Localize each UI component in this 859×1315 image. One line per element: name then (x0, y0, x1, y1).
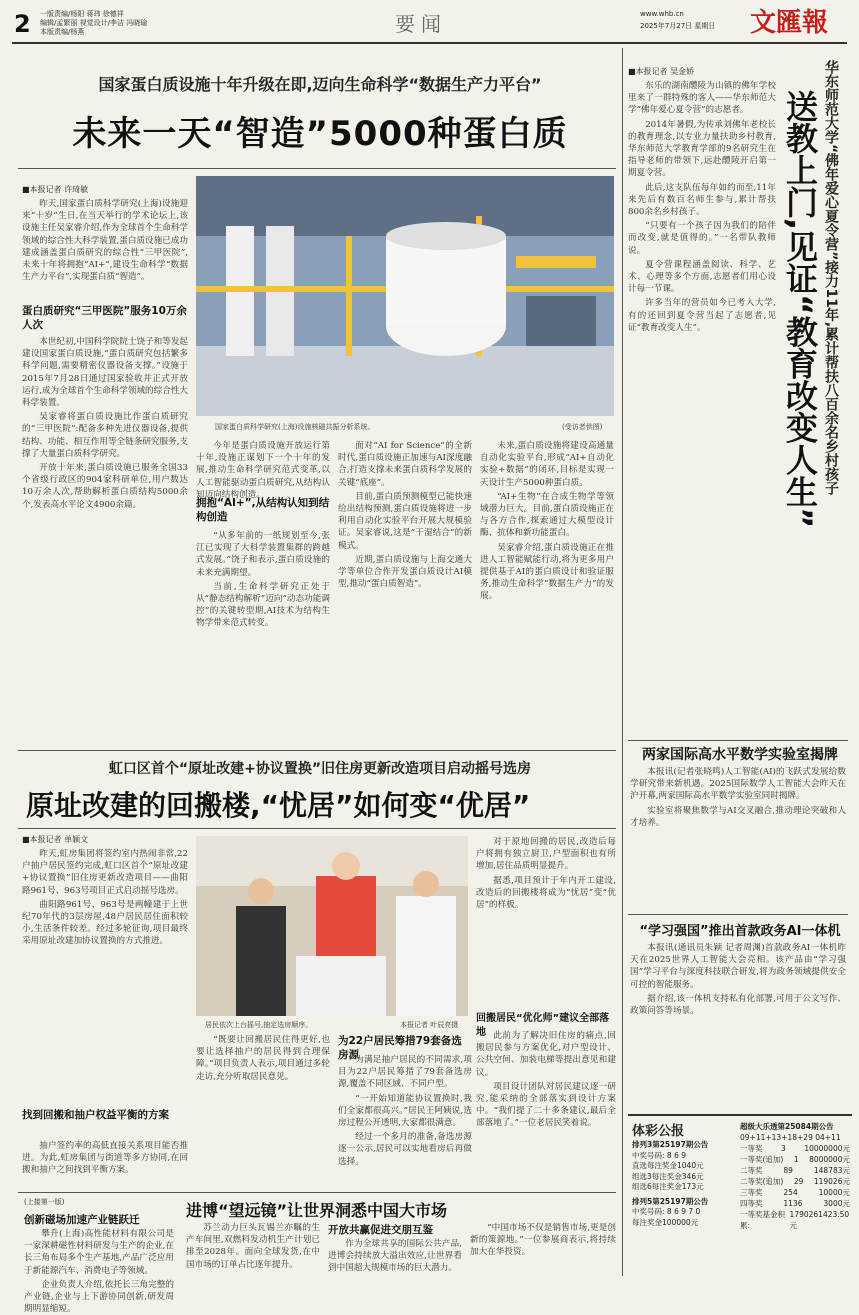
lead-col2-top (196, 440, 330, 500)
bottom-col3 (470, 1222, 616, 1276)
right-feature-kicker: 华东师范大学“佛年爱心夏令营”接力11年,累计帮扶八百余名乡村孩子 (823, 60, 839, 496)
paragraph: 攀升(上海)高性能材料有限公司是一家深耕磁性材料研发与生产的企业,在长三角布局多个生产基地,产品广泛应用于新能源汽车、消费电子等领域。 (24, 1229, 174, 1276)
right-news-title-1: 两家国际高水平数学实验室揭牌 (642, 747, 838, 763)
right-feature-title: 送教上门,见证“教育改变人生” (781, 90, 819, 529)
prize-level: 二等奖 (740, 1166, 763, 1175)
paragraph: 本报讯(通讯员朱颖 记者周渊)首款政务AI一体机昨天在2025世界人工智能大会亮相。该产品由“学习强国”学习平台与深度科技联合研发,将为政务领域提供安全可控的智能服务。 (630, 943, 846, 990)
prize-row (740, 1209, 850, 1231)
prize-count: 1 (793, 1155, 799, 1164)
prize-level: 一等奖(追加) (740, 1155, 784, 1164)
right-feature-byline: ■本报记者 吴金娇 (628, 67, 695, 76)
paragraph: 开放十年来,蛋白质设施已服务全国33个省级行政区的904家科研单位,用户数达10万余人次,帮助解析蛋白质结构5000余个,发表高水平论文4900余篇。 (22, 463, 188, 510)
prize-amount: 1790261423.50元 (789, 1210, 850, 1230)
issue-title: 排列5第25197期公告 (632, 1196, 709, 1206)
paragraph: 据介绍,该一体机支持私有化部署,可用于公文写作、政策问答等场景。 (630, 993, 846, 1017)
issue-numbers: 中奖号码: 8 6 9 7 0 (632, 1207, 701, 1216)
section-title: 要闻 (395, 12, 447, 36)
prize-row (740, 1198, 850, 1209)
lottery-superlotto (740, 1122, 850, 1231)
paragraph: 对于原地回搬的居民,改造后每户将拥有独立厨卫,户型面积也有所增加,居住品质明显提升。 (476, 837, 616, 872)
issue-numbers: 中奖号码: 8 6 9 (632, 1150, 686, 1160)
paragraph: “既要让回搬居民住得更好,也要让选择抽户的居民得到合理保障。”项目负责人表示,项目通过多轮走访,充分听取居民意见。 (196, 1035, 330, 1082)
right-news-text-1 (630, 766, 846, 910)
paragraph: 此后,这支队伍每年如约而至,11年来先后有数百名师生参与,累计帮扶800余名乡村孩子。 (628, 182, 776, 218)
housing-col1 (22, 848, 188, 1104)
lottery-box (628, 1114, 852, 1276)
paragraph: 近期,蛋白质设施与上海交通大学等单位合作开发蛋白质设计AI模型,推动“蛋白质智造”。 (338, 554, 472, 590)
lead-photo-credit: (受访者供图) (562, 423, 603, 431)
paragraph: 本报讯(记者张晓鸣)人工智能(AI)的飞跃式发展给数学研究带来新机遇。2025国际数学人工智能大会昨天在沪开幕,两家国际高水平数学实验室同时揭牌。 (630, 767, 846, 802)
housing-col5 (476, 1030, 616, 1188)
prize-level: 三等奖 (740, 1188, 763, 1197)
right-news-divider-1 (628, 740, 848, 741)
paragraph: “中国市场不仅是销售市场,更是创新的策源地。”一位参展商表示,将持续加大在华投资。 (470, 1223, 616, 1258)
lead-col3 (338, 440, 472, 744)
bottom-subhead: 开放共赢促进交朋互鉴 (328, 1224, 433, 1236)
prize-amount: 8000000元 (809, 1155, 850, 1164)
paragraph: 吴家睿介绍,蛋白质设施正在推进人工智能赋能行动,将为更多用户提供基于AI的蛋白质设计和验证服务,推动生命科学“数据生产力”的发展。 (480, 542, 614, 602)
housing-col1b (22, 1140, 188, 1188)
superlotto-numbers: 09+11+13+18+29 04+11 (740, 1133, 841, 1142)
prize-row (740, 1176, 850, 1187)
prize-level: 一等奖基金积累: (740, 1210, 785, 1230)
site-url: www.whb.cn (640, 10, 684, 18)
housing-byline: ■本报记者 单颖文 (22, 835, 89, 844)
bottom-col2 (328, 1238, 462, 1276)
prize-table (740, 1143, 850, 1231)
paragraph: 据悉,项目预计于年内开工建设,改造后的回搬楼将成为“忧居”变“优居”的样板。 (476, 875, 616, 911)
page-header (0, 0, 859, 44)
paragraph: 今年是蛋白质设施开放运行第十年,设施正谋划下一个十年的发展,推动生命科学研究范式变革,以人工智能驱动蛋白质研究,从结构认知迈向结构创造。 (196, 441, 330, 500)
paragraph: 2014年暑假,为传承刘佛年老校长的教育理念,以专业力量扶助乡村教育,华东师范大学教育学部的9名研究生在指导老师的带领下,远赴醴陵开启第一期夏令营。 (628, 119, 776, 179)
lead-subhead-2: 拥抱“AI+”,从结构认知到结构创造 (196, 497, 330, 523)
paragraph: 面对“AI for Science”的全新时代,蛋白质设施正加速与AI深度融合,打造支撑未来蛋白质科学发展的关键“底座”。 (338, 441, 472, 488)
lottery-ceremony-illustration (196, 836, 468, 1016)
paragraph: “只要有一个孩子因为我们的陪伴而改变,就是值得的。”一名带队教师说。 (628, 221, 776, 256)
continued-label: (上接第一版) (24, 1198, 65, 1206)
prize-level: 一等奖 (740, 1144, 763, 1153)
issue-date: 2025年7月27日 星期日 (640, 22, 716, 30)
housing-subhead-2: 为22户居民筹措79套备选房源 (338, 1035, 462, 1061)
lead-subhead-1: 蛋白质研究“三甲医院”服务10万余人次 (22, 305, 187, 331)
lead-col1-intro (22, 198, 188, 302)
editor-line: 本版责编/杨燕 (40, 28, 85, 36)
right-news-divider-2 (628, 914, 848, 915)
prize-count: 3 (781, 1144, 786, 1153)
header-rule (12, 42, 847, 44)
prize-amount: 10000元 (818, 1188, 850, 1197)
prize-row (740, 1154, 850, 1165)
housing-headline: 原址改建的回搬楼,“忧居”如何变“优居” (26, 789, 531, 822)
housing-photo-credit: 本报记者 叶辰亮摄 (400, 1021, 459, 1029)
prize-amount: 3000元 (823, 1199, 850, 1208)
lead-photo-caption: 国家蛋白质科学研究(上海)设施核磁共振分析系统。 (215, 423, 375, 431)
issue-line: 组选6每注奖金173元 (632, 1182, 704, 1191)
paragraph: 夏令营课程涵盖阅读、科学、艺术、心理等多个方面,志愿者们用心设计每一节课。 (628, 259, 776, 295)
housing-col2 (196, 1034, 330, 1188)
prize-amount: 148783元 (813, 1166, 850, 1175)
prize-level: 四等奖 (740, 1199, 763, 1208)
paragraph: 此前为了解决旧住房的痛点,回搬居民参与方案优化,对户型设计、公共空间、加装电梯等提出意见和建议。 (476, 1031, 616, 1078)
housing-photo-caption: 居民依次上台摇号,抽定选房顺序。 (205, 1021, 313, 1029)
paragraph: 抽户签约率的高低直接关系项目能否推进。为此,虹房集团与街道等多方协同,在回搬和抽户之间找到平衡方案。 (22, 1141, 188, 1176)
issue-line: 每注奖金100000元 (632, 1217, 699, 1227)
paragraph: 吴家睿将蛋白质设施比作蛋白质研究的“三甲医院”:配备多种先进仪器设备,提供结构、功能、相互作用等全链条研究服务,支撑了大量蛋白质科学研究。 (22, 412, 189, 459)
issue-title: 排列3第25197期公告 (632, 1140, 709, 1149)
housing-subhead-3: 回搬居民“优化师”建议全部落地 (476, 1013, 610, 1038)
housing-subhead-1: 找到回搬和抽户权益平衡的方案 (22, 1109, 169, 1121)
prize-count: 89 (783, 1166, 793, 1175)
prize-count: 1136 (783, 1199, 803, 1208)
paragraph: 项目设计团队对居民建议逐一研究,能采纳的全部落实到设计方案中。“我们提了二十多条建议,最后全部落地了。”一位老居民笑着说。 (476, 1081, 616, 1129)
paragraph: “一开始知道能协议置换时,我们全家都很高兴。”居民王阿姨说,选房过程公开透明,大家都很满意。 (338, 1093, 472, 1129)
paragraph: “AI+生物”在合成生物学等领域潜力巨大。目前,蛋白质设施正在与各方合作,探索通过大模型设计酶、抗体和新功能蛋白。 (480, 491, 614, 539)
paragraph: 经过一个多月的准备,备选房源逐一公示,居民可以实地看房后再做选择。 (338, 1132, 472, 1167)
paragraph: 东乐的湖南醴陵为山镇的佛年学校里来了一群特殊的客人——华东师范大学“佛年爱心夏令营”的志愿者。 (628, 81, 776, 116)
issue-line: 组选3每注奖金346元 (632, 1171, 704, 1181)
section-divider (18, 750, 616, 751)
issue-line: 直选每注奖金1040元 (632, 1161, 704, 1170)
lottery-title: 体彩公报 (632, 1124, 685, 1139)
prize-level: 二等奖(追加) (740, 1177, 784, 1186)
newspaper-logo: 文匯報 (750, 8, 829, 38)
bottom-left-text (24, 1228, 174, 1315)
right-news-title-2: “学习强国”推出首款政务AI一体机 (639, 924, 841, 939)
prize-count: 29 (793, 1177, 804, 1186)
right-feature-text (628, 80, 776, 736)
housing-col3 (338, 1054, 472, 1188)
paragraph: 苏兰动力巨头瓦锡兰亦瞩的生产车间里,双燃料发动机生产计划已排至2028年。面向全球发货,在中国市场的订单占比逐年提升。 (186, 1223, 320, 1270)
lottery-issue1 (632, 1140, 736, 1228)
prize-count: 254 (783, 1188, 798, 1197)
prize-amount: 10000000元 (804, 1144, 850, 1153)
paragraph: 当前,生命科学研究正处于从“静态结构解析”迈向“动态功能调控”的关键转型期,AI技术为结构生物学带来范式转变。 (196, 581, 330, 629)
housing-kicker: 虹口区首个“原址改建+协议置换”旧住房更新改造项目启动摇号选房 (108, 761, 532, 777)
nmr-lab-illustration (196, 176, 614, 416)
lead-kicker: 国家蛋白质设施十年升级在即,迈向生命科学“数据生产力平台” (98, 75, 542, 94)
lead-col1-body (22, 336, 188, 744)
paragraph: 许多当年的营员如今已考入大学,有的还回到夏令营当起了志愿者,见证“教育改变人生”。 (628, 298, 776, 333)
editor-line: 编辑/孟繁丽 视觉设计/李洁 冯晓瑜 (40, 19, 148, 27)
page-number: 2 (14, 10, 31, 38)
paragraph: 昨天,虹房集团将签约室内热闹非常,22户抽户居民签约完成,虹口区首个“原址改建+协议置换”旧住房更新改造项目——曲阳路961号、963号项目正式启动摇号选房。 (22, 849, 188, 896)
lead-col4 (480, 440, 614, 744)
editor-line: 一版责编/杨阳 蒋玮 徐德祥 (40, 10, 124, 18)
bottom-left-subhead: 创新磁场加速产业链跃迁 (24, 1214, 140, 1226)
paragraph: 作为全球共享的国际公共产品,进博会持续放大溢出效应,让世界看到中国超大规模市场的巨大潜力。 (328, 1239, 462, 1274)
bottom-divider (18, 1192, 616, 1193)
housing-col4 (476, 836, 616, 1006)
paragraph: 昨天,国家蛋白质科学研究(上海)设施迎来“十岁”生日,在当天举行的学术论坛上,该设施主任吴家睿介绍,作为全球首个生命科学领域的综合性大科学装置,蛋白质设施已成功建成涵盖蛋白质研究的综合性“三甲医院”,未来十年将拥抱“AI+”,建设生命科学“数据生产力平台”,实现蛋白质“智造”。 (22, 199, 189, 283)
paragraph: “从多年前的一纸规划至今,张江已实现了大科学装置集群的跨越式发展。”饶子和表示,蛋白质设施的未来充满期望。 (196, 531, 330, 578)
prize-row (740, 1143, 850, 1154)
lead-col2-body (196, 530, 330, 744)
superlotto-title: 超级大乐透第25084期公告 (740, 1122, 834, 1131)
paragraph: 未来,蛋白质设施将建设高通量自动化实验平台,形成“AI+自动化实验+数据”的闭环,目标是实现一天设计生产5000种蛋白质。 (480, 441, 614, 488)
prize-row (740, 1165, 850, 1176)
paragraph: 为满足抽户居民的不同需求,项目为22户居民筹措了79套备选房源,覆盖不同区域、不同户型。 (338, 1055, 472, 1090)
bottom-headline: 进博“望远镜”让世界洞悉中国大市场 (186, 1201, 448, 1220)
prize-amount: 119026元 (813, 1177, 850, 1186)
lead-rule (18, 168, 616, 169)
paragraph: 目前,蛋白质预测模型已能快速给出结构预测,蛋白质设施将进一步利用自动化实验平台开展大规模验证。吴家睿说,这是“干湿结合”的新模式。 (338, 491, 472, 551)
prize-row (740, 1187, 850, 1198)
paragraph: 实验室将聚焦数学与AI交叉融合,推动理论突破和人才培养。 (630, 805, 846, 828)
right-news-text-2 (630, 942, 846, 1110)
lead-byline: ■本报记者 许琦敏 (22, 185, 89, 194)
bottom-col1 (186, 1222, 320, 1276)
editor-credits (40, 10, 190, 37)
paragraph: 企业负责人介绍,依托长三角完整的产业链,企业与上下游协同创新,研发周期明显缩短。 (24, 1279, 174, 1315)
paragraph: 本世纪初,中国科学院院士饶子和等发起建设国家蛋白质设施,“蛋白质研究包括繁多科学问题,需要精密仪器设备支撑。”设施于2015年7月28日通过国家验收并正式开放运行,成为全球首个生命科学领域的综合性大科学装置。 (22, 337, 189, 409)
right-column-divider (622, 48, 623, 1276)
housing-photo (196, 836, 468, 1016)
housing-rule (18, 828, 616, 829)
paragraph: 曲阳路961号、963号是两幢建于上世纪70年代的3层房屋,48户居民居住面积较小,生活条件较差。经过多轮征询,项目最终采用原址改建加协议置换的方式推进。 (22, 899, 188, 947)
lead-headline: 未来一天“智造”5000种蛋白质 (72, 114, 568, 154)
lead-photo (196, 176, 614, 416)
